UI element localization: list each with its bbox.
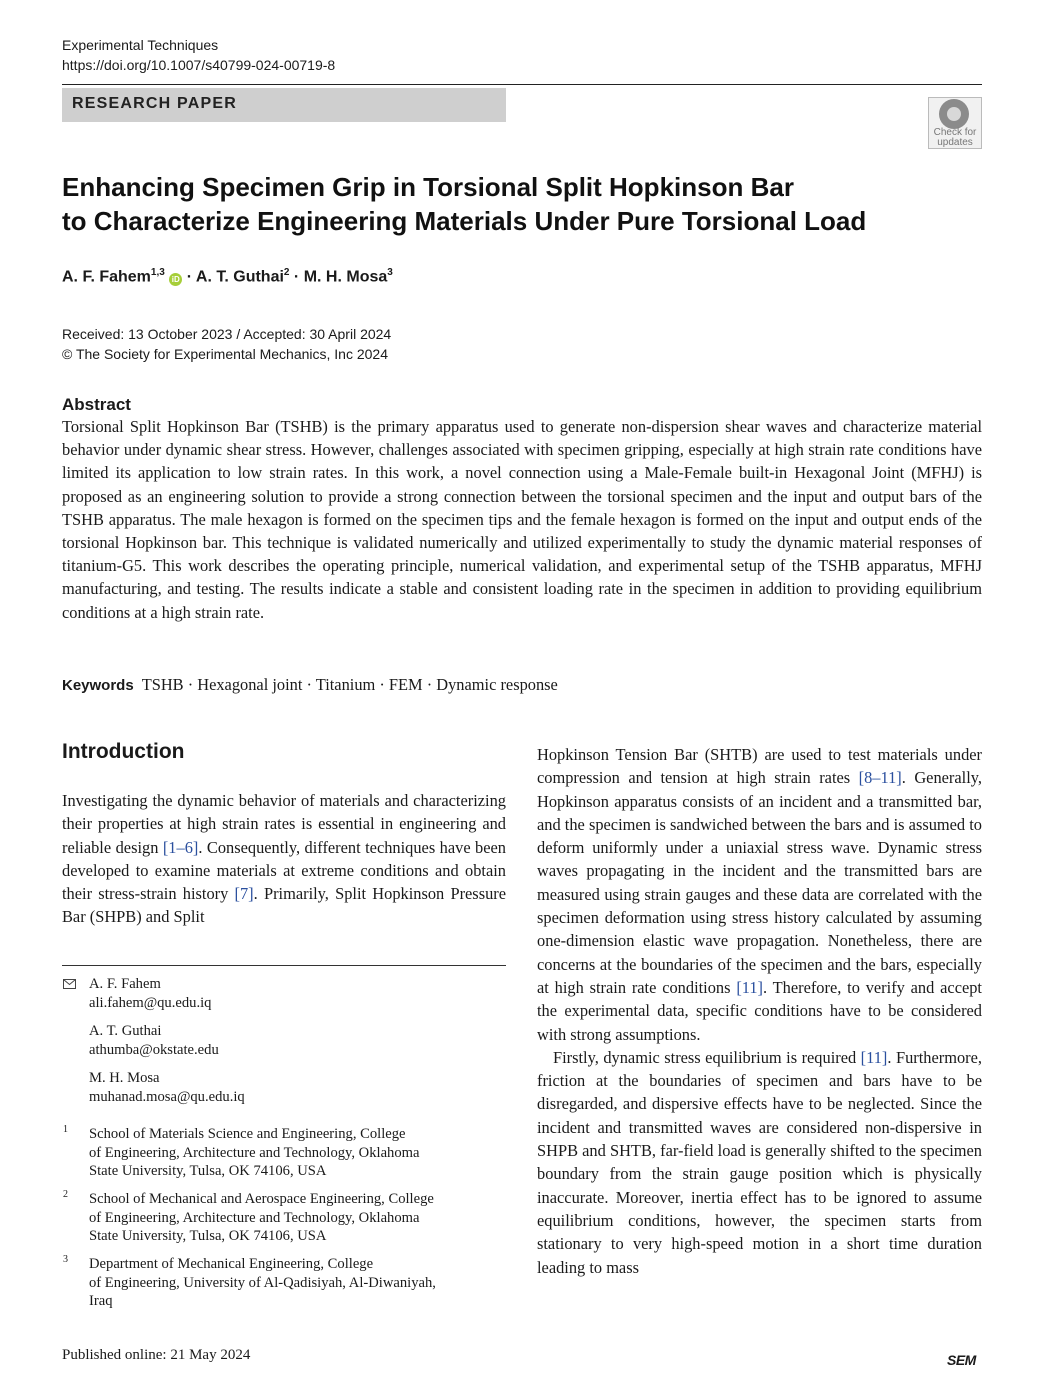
corresponding-authors xyxy=(89,975,509,1107)
affiliation-number: 2 xyxy=(63,1189,68,1200)
text-run: . Therefore, to verify and accept the experimental data, specific conditions have to be considered with strong assumptions. xyxy=(537,977,982,1044)
affiliation xyxy=(89,1125,499,1181)
text-run: Firstly, dynamic stress equilibrium is required xyxy=(553,1047,861,1067)
abstract-text: Torsional Split Hopkinson Bar (TSHB) is the primary apparatus used to generate non-dispersion shear waves and characterize material behavior under dynamic shear stress. However, challenges associated with specimen gripping, especially at high strain rate conditions have limited its application to low strain rates. In this work, a novel connection using a Male-Female built-in Hexagonal Joint (MFHJ) is proposed as an engineering solution to provide a strong connection between the torsional specimen and the input and output bars of the TSHB apparatus. The male hexagon is formed on the specimen tips and the female hexagon is formed on the input and output ends of the torsional Hopkinson bar. This technique is validated numerically and utilized experimentally to study the dynamic material responses of titanium-G5. This work describes the operating principle, numerical validation, and experimental setup of the TSHB apparatus, MFHJ manufacturing, and testing. The results indicate a stable and consistent loading rate in the specimen in addition to providing equilibrium conditions at a high strain rate. xyxy=(62,417,982,622)
contact-name: A. F. Fahem xyxy=(89,976,161,992)
text-run: . Primarily, Split Hopkinson Pressure Bar (SHPB) and Split xyxy=(62,884,506,927)
affiliation-line: School of Materials Science and Engineering, College xyxy=(89,1126,406,1142)
text-run: . Generally, Hopkinson apparatus consists of an incident and a transmitted bar, and the specimen is sandwiched between the bars and is assumed to deform uniformly under a uniaxial stress wave. Dynamic stress waves propagating in the incident and the transmitted bars are measured using strain gauges and these data are correlated with the specimen deformation using stress history calculated by assuming one-dimension elastic wave propagation. Nonetheless, there are concerns at the boundaries of the specimen and the bars, especially at high strain rate conditions xyxy=(537,768,982,997)
author-name[interactable]: A. F. Fahem xyxy=(62,268,151,286)
citation-link[interactable]: [11] xyxy=(736,977,764,997)
author-separator: · xyxy=(186,268,193,286)
published-date: Published online: 21 May 2024 xyxy=(62,1347,251,1363)
copyright-notice: © The Society for Experimental Mechanics, Inc 2024 xyxy=(62,346,388,362)
intro-right-column xyxy=(537,743,982,1279)
affiliation-line: State University, Tulsa, OK 74106, USA xyxy=(89,1163,327,1180)
badge-line2: updates xyxy=(937,137,973,148)
affiliation-line: Iraq xyxy=(89,1293,113,1310)
contact-email[interactable]: athumba@okstate.edu xyxy=(89,1041,219,1058)
section-label: RESEARCH PAPER xyxy=(72,95,237,112)
author-separator: · xyxy=(293,268,300,286)
contact-email[interactable]: ali.fahem@qu.edu.iq xyxy=(89,994,212,1011)
publication-dates xyxy=(62,324,391,364)
author-affiliation: 3 xyxy=(387,267,393,278)
intro-paragraph xyxy=(537,743,982,1046)
received-accepted: Received: 13 October 2023 / Accepted: 30 April 2024 xyxy=(62,326,392,342)
paper-title xyxy=(62,170,942,238)
author-affiliation: 2 xyxy=(283,267,290,278)
title-line2: to Characterize Engineering Materials Under Pure Torsional Load xyxy=(62,206,867,236)
keywords-heading: Keywords xyxy=(62,677,134,694)
orcid-icon[interactable]: iD xyxy=(169,273,182,286)
text-run: Investigating the dynamic behavior of materials and characterizing their properties at high strain rates is essential in engineering and reliable design xyxy=(62,791,506,857)
journal-name: Experimental Techniques xyxy=(62,37,219,53)
author-list xyxy=(62,267,393,286)
affiliation-line: Department of Mechanical Engineering, College xyxy=(89,1256,374,1272)
text-run: . Furthermore, friction at the boundaries of specimen and bars have to be disregarded, and dispersive effects have to be neglected. Since the incident and transmitted waves are considered non-dispersive in SHPB and SHTB, far-field load is generally shifted to the specimen boundary from the strain gauge position which is physically inaccurate. Moreover, inertia effect has to be ignored to assume equilibrium conditions, however, the specimen starts from stationary to very high-speed motion in a short time duration leading to mass xyxy=(537,1047,982,1277)
affiliation xyxy=(89,1255,499,1311)
footnote-rule xyxy=(62,965,506,966)
contact-email[interactable]: muhanad.mosa@qu.edu.iq xyxy=(89,1088,245,1105)
affiliation xyxy=(89,1190,499,1246)
author-affiliation: 1,3 xyxy=(150,267,165,278)
intro-paragraph-left xyxy=(62,789,506,929)
intro-paragraph xyxy=(537,1046,982,1279)
affiliation-line: of Engineering, Architecture and Technology, Oklahoma xyxy=(89,1209,420,1226)
affiliation-number: 3 xyxy=(63,1254,68,1265)
affiliation-line: School of Mechanical and Aerospace Engineering, College xyxy=(89,1191,434,1207)
affiliation-line: of Engineering, Architecture and Technology, Oklahoma xyxy=(89,1144,420,1161)
abstract-heading: Abstract xyxy=(62,395,131,414)
contact-name: A. T. Guthai xyxy=(89,1023,162,1040)
doi-link[interactable]: https://doi.org/10.1007/s40799-024-00719-8 xyxy=(62,57,336,73)
affiliation-line: of Engineering, University of Al-Qadisiyah, Al-Diwaniyah, xyxy=(89,1274,436,1291)
title-line1: Enhancing Specimen Grip in Torsional Split Hopkinson Bar xyxy=(62,172,794,202)
journal-header xyxy=(62,35,335,75)
keywords xyxy=(62,674,558,697)
text-run: . Consequently, different techniques have been developed to examine materials at extreme conditions and obtain their stress-strain history xyxy=(62,837,506,904)
author-name[interactable]: A. T. Guthai xyxy=(195,268,284,286)
badge-label xyxy=(928,128,982,148)
affiliation-number: 1 xyxy=(63,1124,68,1135)
author-name[interactable]: M. H. Mosa xyxy=(303,268,388,286)
affiliation-line: State University, Tulsa, OK 74106, USA xyxy=(89,1228,327,1245)
keywords-list: TSHB · Hexagonal joint · Titanium · FEM · Dynamic response xyxy=(141,675,558,694)
sem-logo: SEM xyxy=(947,1352,976,1368)
contact-name: M. H. Mosa xyxy=(89,1070,160,1087)
citation-link[interactable]: [8–11] xyxy=(858,768,902,788)
citation-link[interactable]: [11] xyxy=(860,1047,888,1067)
text-run: Hopkinson Tension Bar (SHTB) are used to test materials under compression and tension at high strain rates xyxy=(537,745,982,788)
header-rule xyxy=(62,84,982,85)
badge-line1: Check for xyxy=(933,127,977,138)
introduction-heading: Introduction xyxy=(62,740,185,763)
check-updates-icon-inner xyxy=(947,107,961,121)
citation-link[interactable]: [1–6] xyxy=(162,837,199,857)
envelope-icon xyxy=(63,979,76,989)
citation-link[interactable]: [7] xyxy=(234,884,254,904)
